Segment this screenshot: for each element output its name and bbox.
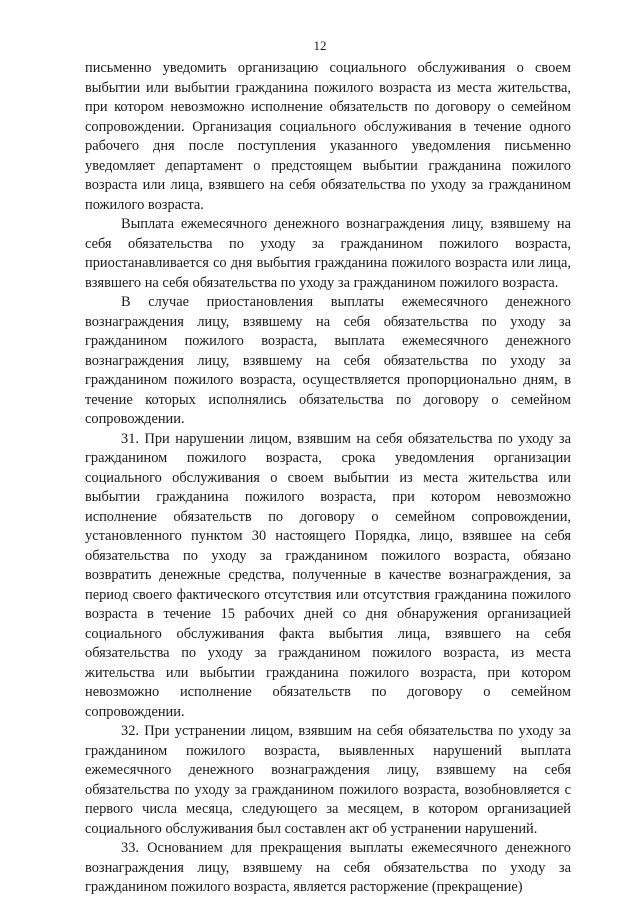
document-body [85,59,571,898]
paragraph-payment-suspension: Выплата ежемесячного денежного вознаграждения лицу, взявшему на себя обязательства по уходу за гражданином пожилого возраста, приостанавливается со дня выбытия гражданина пожилого возраста или лица, взявшего на себя обязательства по уходу за гражданином пожилого возраста. [85,216,571,291]
paragraph-item-31: 31. При нарушении лицом, взявшим на себя обязательства по уходу за гражданином пожилого возраста, срока уведомления организации социального обслуживания о своем выбытии из места жительства или выбытии гражданина пожилого возраста, при котором невозможно исполнение обязательств по договору о семейном сопровождении, установленного пунктом 30 настоящего Порядка, лицо, взявшее на себя обязательства по уходу за гражданином пожилого возраста, обязано возвратить денежные средства, полученные в качестве вознаграждения, за период своего фактического отсутствия или отсутствия гражданина пожилого возраста в течение 15 рабочих дней со дня обнаружения организацией социального обслуживания факта выбытия лица, взявшего на себя обязательства по уходу за гражданином пожилого возраста, из места жительства или выбытии гражданина пожилого возраста, при котором невозможно исполнение обязательств по договору о семейном сопровождении. [85,430,571,720]
paragraph-proportional-payment: В случае приостановления выплаты ежемесячного денежного вознаграждения лицу, взявшему на себя обязательства по уходу за гражданином пожилого возраста, выплата ежемесячного денежного вознаграждения лицу, взявшему на себя обязательства по уходу за гражданином пожилого возраста, осуществляется пропорционально дням, в течение которых исполнялись обязательства по договору о семейном сопровождении. [85,294,571,427]
paragraph-item-33: 33. Основанием для прекращения выплаты ежемесячного денежного вознаграждения лицу, взявшему на себя обязательства по уходу за гражданином пожилого возраста, является расторжение (прекращение) [85,840,571,895]
paragraph-continuation: письменно уведомить организацию социального обслуживания о своем выбытии или выбытии гражданина пожилого возраста из места жительства, при котором невозможно исполнение обязательств по договору о семейном сопровождении. Организация социального обслуживания в течение одного рабочего дня после поступления указанного уведомления письменно уведомляет департамент о предстоящем выбытии гражданина пожилого возраста или лица, взявшего на себя обязательства по уходу за гражданином пожилого возраста. [85,60,571,213]
page-number: 12 [313,38,327,53]
paragraph-item-32: 32. При устранении лицом, взявшим на себя обязательства по уходу за гражданином пожилого возраста, выявленных нарушений выплата ежемесячного денежного вознаграждения лицу, взявшему на себя обязательства по уходу за гражданином пожилого возраста, возобновляется с первого числа месяца, следующего за месяцем, в котором организацией социального обслуживания был составлен акт об устранении нарушений. [85,723,571,837]
